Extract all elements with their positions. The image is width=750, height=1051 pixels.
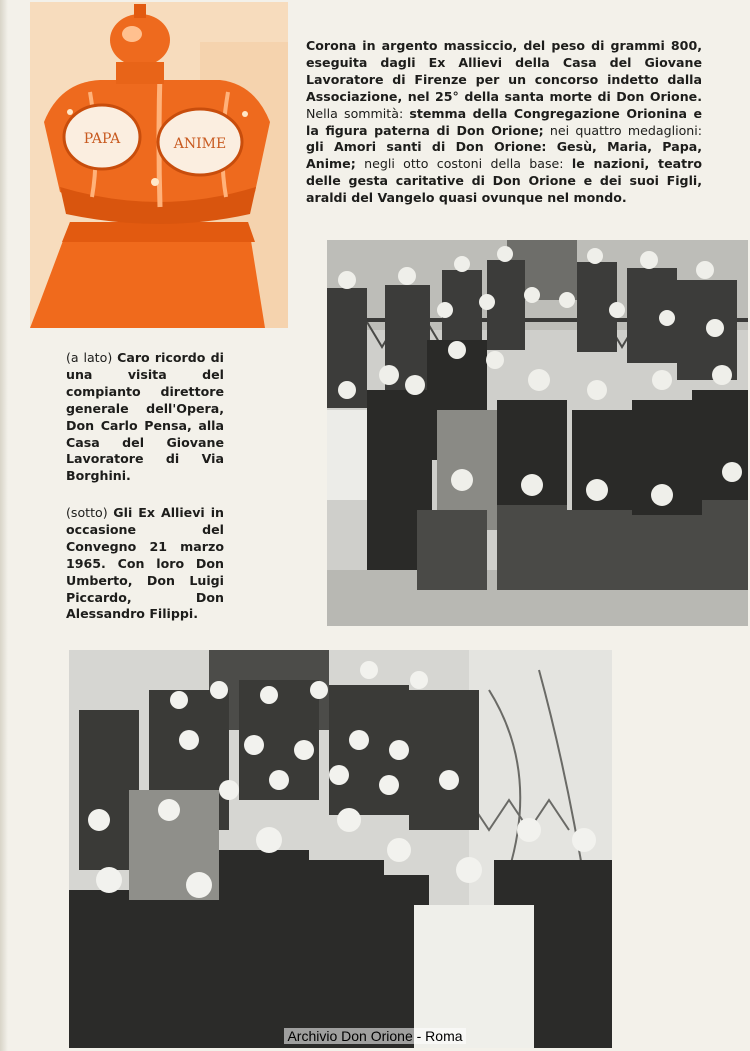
caption-below [66,505,224,623]
archive-watermark [0,1028,750,1044]
crown-caption-summit: stemma della Congregazione Orionina e la figura paterna di Don Orione; [306,105,702,138]
caption-side [66,350,224,485]
medallion-right-text: ANIME [173,136,227,152]
group-photo-visit-image [327,240,748,626]
crown-caption-base: le nazioni, teatro delle gesta caritative di Don Orione e dei suoi Figli, araldi del Vangelo quasi ovunque nel mondo. [306,156,702,206]
page-edge [0,0,8,1051]
crown-caption-medallions-label: nei quattro medaglioni: [549,122,702,138]
group-photo-visit [327,240,748,626]
crown-caption-base-label: negli otto costoni della base: [364,156,564,172]
group-photo-convention-image [69,650,612,1048]
crown-caption-intro: Corona in argento massiccio, del peso di grammi 800, eseguita dagli Ex Allievi della Casa del Giovane Lavoratore di Firenze per un concorso indetto dalla Associazione, nel 25° della santa morte di Don Orione. [306,38,702,104]
crown-caption-medallions: gli Amori santi di Don Orione: Gesù, Maria, Papa, Anime; [306,139,702,172]
crown-caption-summit-label: Nella sommità: [306,105,404,121]
crown-caption [306,38,702,207]
caption-below-lead: (sotto) [66,505,108,520]
archive-watermark-text: Archivio Don Orione - Roma [284,1028,465,1044]
medallion-left-text: PAPA [83,131,121,147]
crown-illustration [30,2,288,328]
group-photo-convention [69,650,612,1048]
caption-below-body: Gli Ex Allievi in occasione del Convegno 21 marzo 1965. Con loro Don Umberto, Don Luigi Piccardo, Don Alessandro Filippi. [66,505,224,622]
caption-side-body: Caro ricordo di una visita del compianto direttore generale dell'Opera, Don Carlo Pensa, alla Casa del Giovane Lavoratore di Via Borghini. [66,350,224,484]
crown-photo [30,2,288,328]
caption-side-lead: (a lato) [66,350,113,365]
